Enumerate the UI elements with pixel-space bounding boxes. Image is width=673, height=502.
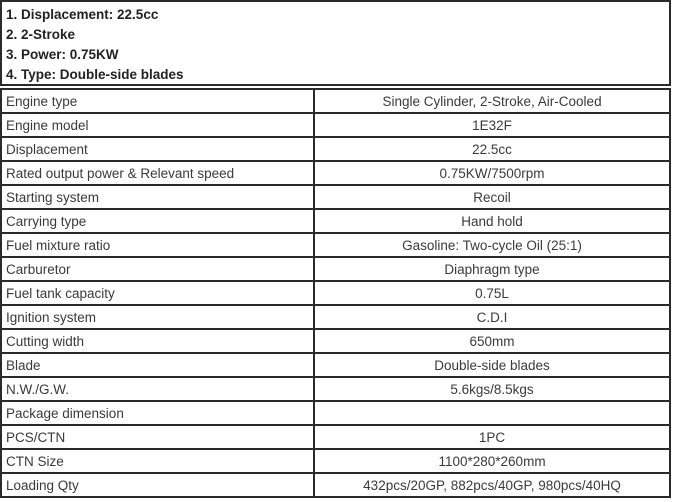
highlight-line: 3. Power: 0.75KW xyxy=(6,47,119,62)
spec-value-cell: 432pcs/20GP, 882pcs/40GP, 980pcs/40HQ xyxy=(314,473,670,497)
spec-value-cell: 650mm xyxy=(314,329,670,353)
spec-label-cell: Cutting width xyxy=(1,329,314,353)
table-row xyxy=(1,161,670,185)
spec-table-body xyxy=(1,89,670,497)
table-row xyxy=(1,209,670,233)
spec-value-cell: 1PC xyxy=(314,425,670,449)
spec-label-cell: Rated output power & Relevant speed xyxy=(1,161,314,185)
spec-value-cell: 0.75KW/7500rpm xyxy=(314,161,670,185)
spec-value-cell: Diaphragm type xyxy=(314,257,670,281)
table-row xyxy=(1,353,670,377)
spec-label-cell: Displacement xyxy=(1,137,314,161)
highlight-line: 1. Displacement: 22.5cc xyxy=(6,7,159,22)
spec-label-cell: Carburetor xyxy=(1,257,314,281)
spec-label-cell: Starting system xyxy=(1,185,314,209)
table-row xyxy=(1,401,670,425)
spec-label-cell: Fuel mixture ratio xyxy=(1,233,314,257)
spec-label-cell: Engine model xyxy=(1,113,314,137)
spec-value-cell: 5.6kgs/8.5kgs xyxy=(314,377,670,401)
table-row xyxy=(1,377,670,401)
spec-value-cell xyxy=(314,401,670,425)
table-row xyxy=(1,329,670,353)
spec-value-cell: Double-side blades xyxy=(314,353,670,377)
spec-label-cell: Loading Qty xyxy=(1,473,314,497)
table-row xyxy=(1,281,670,305)
highlight-line: 4. Type: Double-side blades xyxy=(6,67,184,82)
table-row xyxy=(1,113,670,137)
product-highlights-box xyxy=(0,0,671,86)
table-row xyxy=(1,137,670,161)
table-row xyxy=(1,257,670,281)
spec-label-cell: Carrying type xyxy=(1,209,314,233)
spec-value-cell: 1E32F xyxy=(314,113,670,137)
spec-value-cell: Recoil xyxy=(314,185,670,209)
spec-value-cell: 1100*280*260mm xyxy=(314,449,670,473)
spec-value-cell: Gasoline: Two-cycle Oil (25:1) xyxy=(314,233,670,257)
spec-value-cell: 22.5cc xyxy=(314,137,670,161)
table-row xyxy=(1,305,670,329)
spec-label-cell: Fuel tank capacity xyxy=(1,281,314,305)
spec-table xyxy=(0,88,671,498)
table-row xyxy=(1,425,670,449)
spec-label-cell: N.W./G.W. xyxy=(1,377,314,401)
spec-label-cell: Package dimension xyxy=(1,401,314,425)
table-row xyxy=(1,473,670,497)
spec-label-cell: Blade xyxy=(1,353,314,377)
spec-label-cell: PCS/CTN xyxy=(1,425,314,449)
spec-label-cell: CTN Size xyxy=(1,449,314,473)
table-row xyxy=(1,233,670,257)
spec-value-cell: Single Cylinder, 2-Stroke, Air-Cooled xyxy=(314,89,670,113)
spec-value-cell: Hand hold xyxy=(314,209,670,233)
spec-label-cell: Ignition system xyxy=(1,305,314,329)
spec-value-cell: 0.75L xyxy=(314,281,670,305)
table-row xyxy=(1,449,670,473)
spec-label-cell: Engine type xyxy=(1,89,314,113)
highlight-line: 2. 2-Stroke xyxy=(6,27,76,42)
table-row xyxy=(1,89,670,113)
table-row xyxy=(1,185,670,209)
spec-value-cell: C.D.I xyxy=(314,305,670,329)
